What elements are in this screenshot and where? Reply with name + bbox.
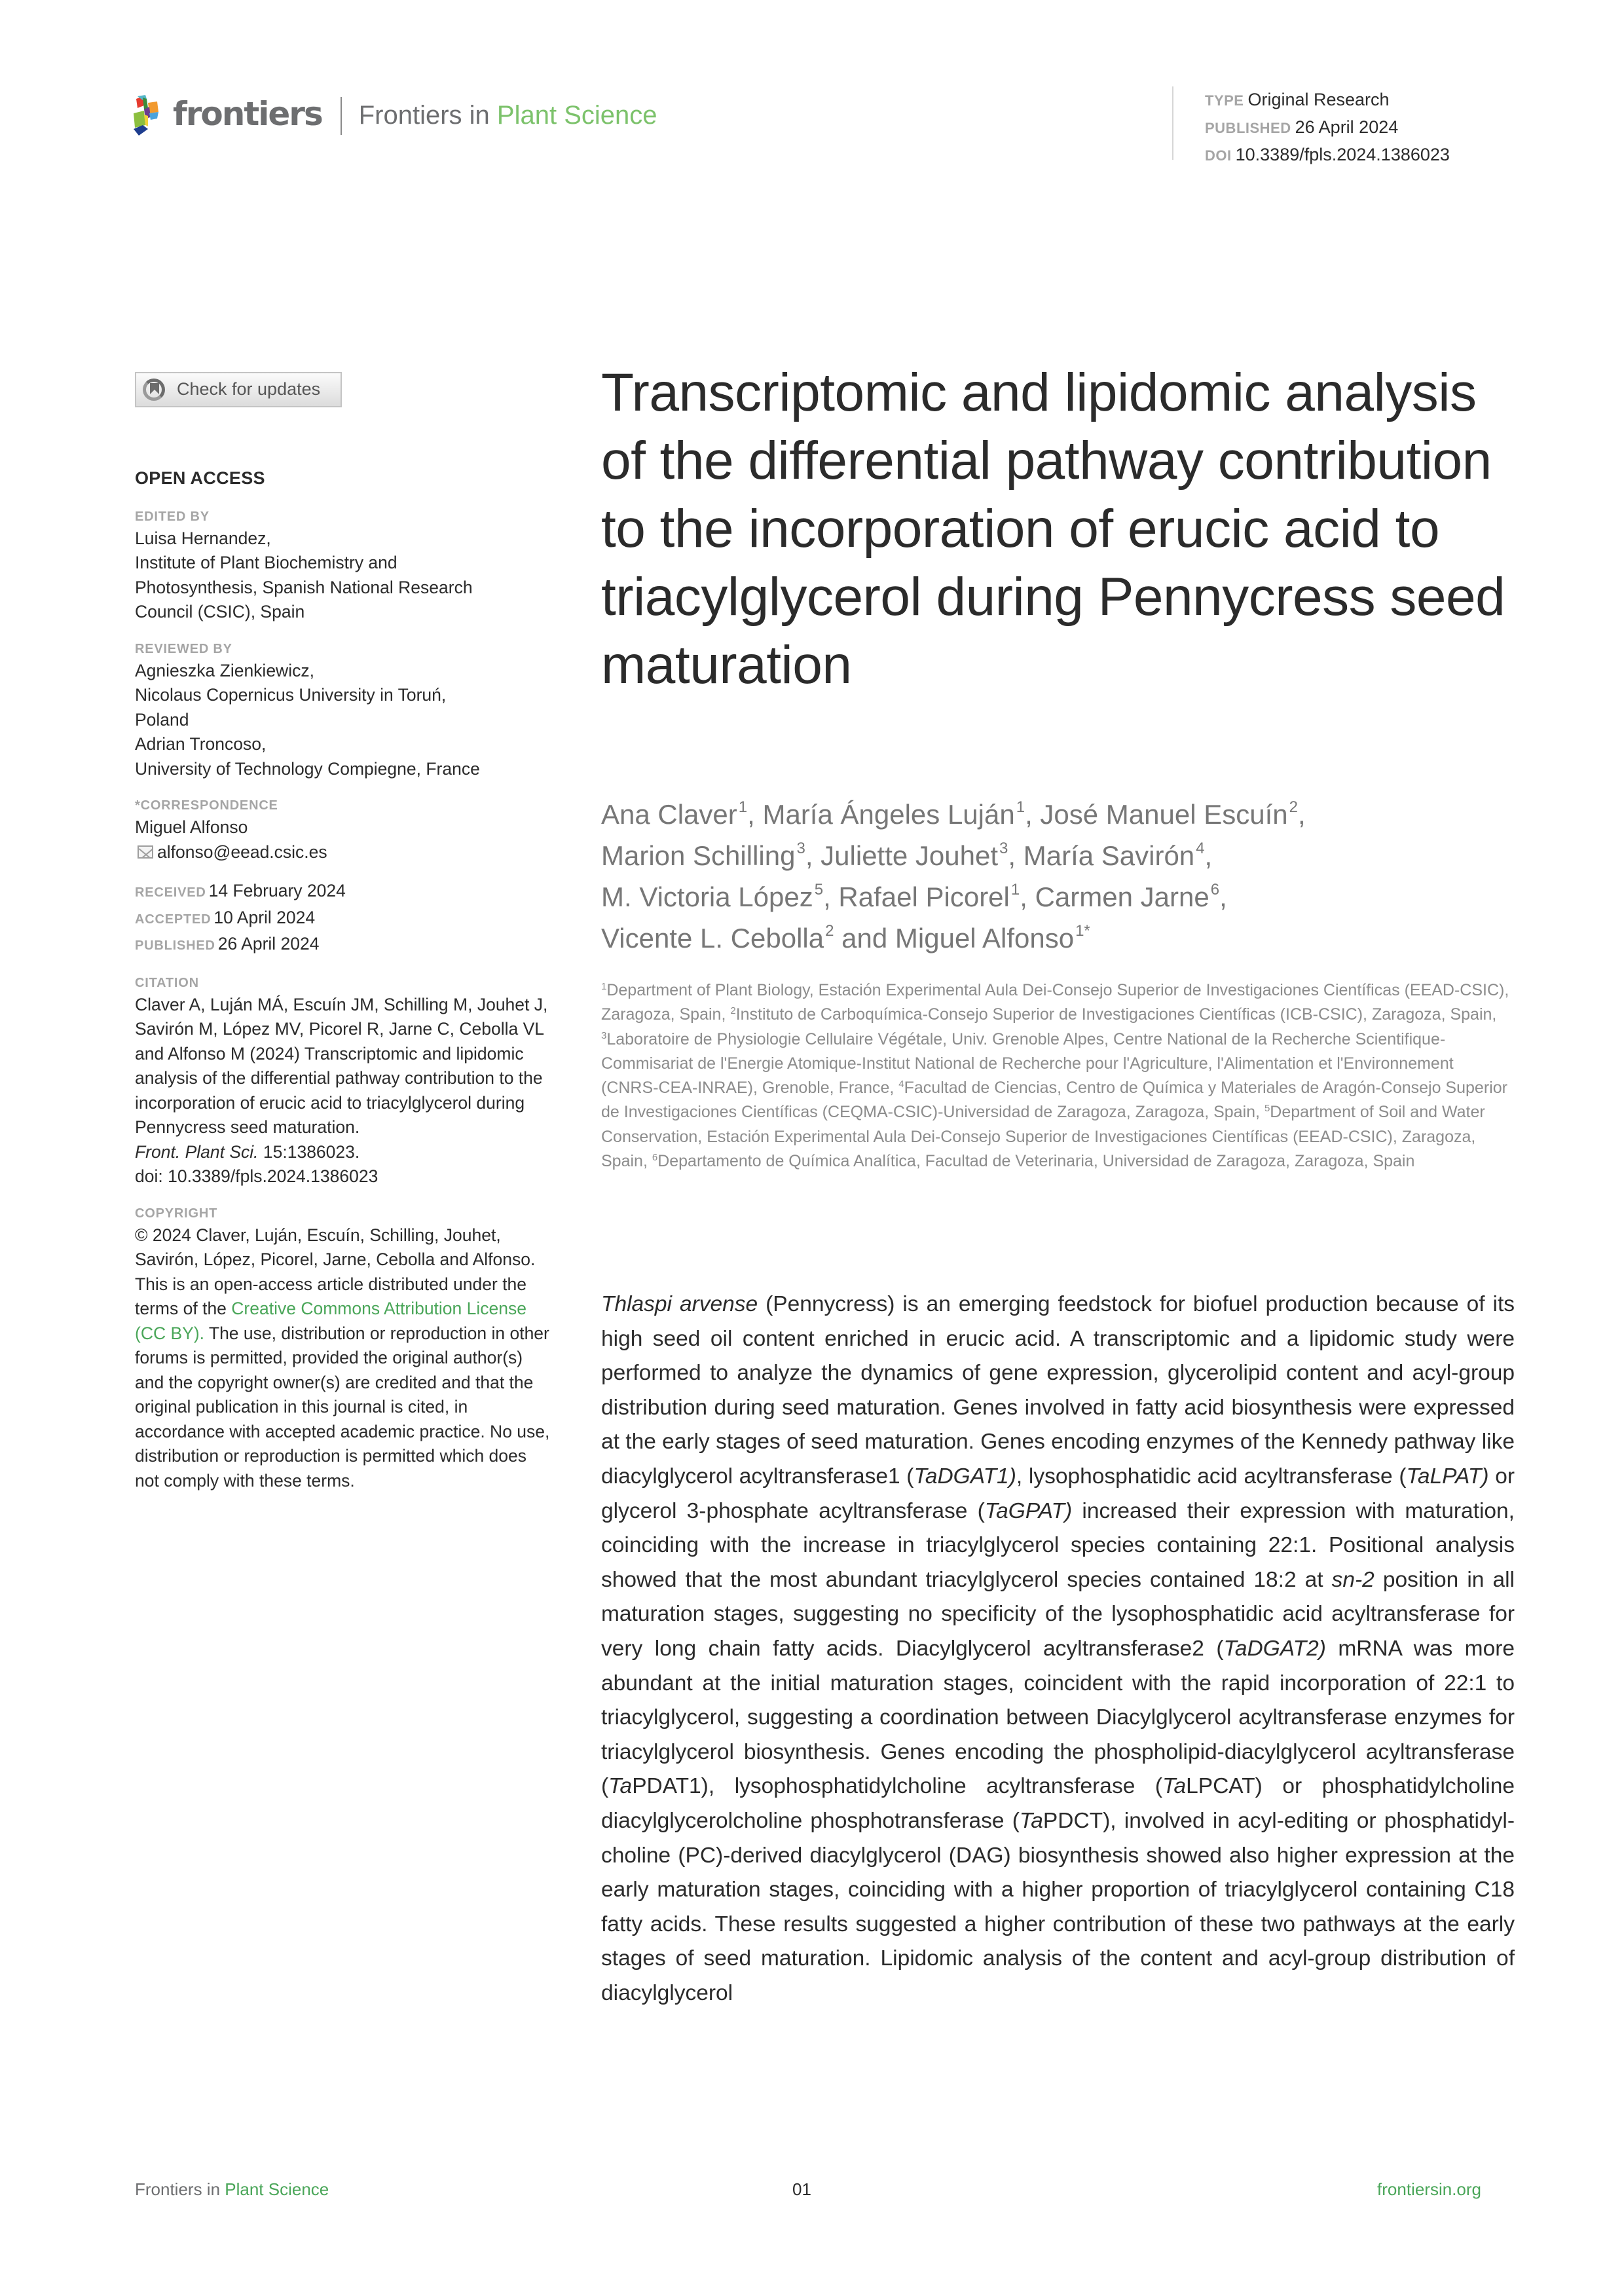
correspondence-label: *CORRESPONDENCE <box>135 798 278 813</box>
affiliation-text: Laboratoire de Physiologie Cellulaire Végétale, Univ. Grenoble Alpes, Centre National de la Recherche Scientifique-Commisariat de l'Energie Atomique-Institut National de Recherche pour l'Agriculture, l'Alimentation et l'Environnement (CNRS-CEA-INRAE), Grenoble, France, <box>601 1029 1454 1098</box>
author-name[interactable]: M. Victoria López <box>601 881 813 912</box>
article-meta <box>1172 86 1450 164</box>
abstract-text: PDCT), involved in acyl-editing or phosphatidyl-choline (PC)-derived diacylglycerol (DAG) biosynthesis showed also higher expression at the early maturation stages, coinciding with a higher proportion of triacylglycerol containing C18 fatty acids. These results suggested a higher contribution of these two pathways at the early stages of seed maturation. Lipidomic analysis of the content and acyl-group distribution of diacylglycerol <box>601 1808 1515 2005</box>
page-number: 01 <box>792 2179 811 2199</box>
envelope-icon <box>138 845 153 859</box>
abstract-italic-term: TaDGAT2) <box>1223 1636 1326 1661</box>
correspondence-name: Miguel Alfonso <box>135 817 248 837</box>
journal-prefix: Frontiers in <box>358 100 490 130</box>
affiliation-number: 6 <box>652 1152 658 1164</box>
correspondence-email-row[interactable] <box>135 840 554 865</box>
meta-doi[interactable]: DOI 10.3389/fpls.2024.1386023 <box>1205 145 1450 164</box>
abstract-italic-term: Ta <box>1019 1808 1043 1833</box>
affiliation-number: 4 <box>898 1079 904 1090</box>
abstract-italic-term: TaDGAT1) <box>913 1464 1016 1489</box>
reviewed-by: Agnieszka Zienkiewicz, Nicolaus Copernicus University in Toruń, Poland Adrian Troncoso, University of Technology Compiegne, France <box>135 660 480 779</box>
received-date: RECEIVED 14 February 2024 <box>135 881 346 900</box>
author-affiliation-marker: 1 <box>1010 881 1020 898</box>
abstract-text: mRNA was more abundant at the initial maturation stages, coincident with the rapid incorporation of 22:1 to triacylglycerol, suggesting a coordination between Diacylglycerol acyltransferase enzymes for triacylglycerol biosynthesis. Genes encoding the phospholipid-diacylglycerol acyltransferase ( <box>601 1636 1515 1799</box>
journal-header <box>132 93 657 139</box>
abstract <box>601 1287 1515 2010</box>
affiliation-text: Facultad de Ciencias, Centro de Química y Materiales de Aragón-Consejo Superior de Investigaciones Científicas (CEQMA-CSIC)-Universidad de Zaragoza, Zaragoza, Spain, <box>601 1079 1507 1122</box>
copyright-text: © 2024 Claver, Luján, Escuín, Schilling, Jouhet, Savirón, López, Picorel, Jarne, Cebolla and Alfonso. This is an open-access article distributed under the terms of the Creative Commons Attribution License (CC BY). The use, distribution or reproduction in other forums is permitted, provided the original author(s) and the copyright owner(s) are credited and that the original publication in this journal is cited, in accordance with accepted academic practice. No use, distribution or reproduction is permitted which does not comply with these terms. <box>135 1225 550 1491</box>
published-date: PUBLISHED 26 April 2024 <box>135 934 320 954</box>
author-affiliation-marker: 1 <box>738 798 748 816</box>
author-affiliation-marker: 3 <box>999 840 1008 857</box>
abstract-italic-term: Ta <box>608 1774 633 1799</box>
footer-site-link[interactable]: frontiersin.org <box>1377 2179 1481 2199</box>
author-affiliation-marker: 1 <box>1016 798 1025 816</box>
meta-type: TYPE Original Research <box>1205 90 1390 109</box>
abstract-italic-term: Ta <box>1162 1774 1187 1799</box>
author-name[interactable]: Marion Schilling <box>601 840 796 871</box>
author-affiliation-marker: 5 <box>814 881 824 898</box>
author-affiliation-marker: 6 <box>1210 881 1220 898</box>
author-name[interactable]: Carmen Jarne <box>1035 881 1209 912</box>
author-affiliation-marker: 1* <box>1075 922 1090 940</box>
citation-label: CITATION <box>135 975 199 990</box>
reviewed-by-label: REVIEWED BY <box>135 641 232 656</box>
citation: Claver A, Luján MÁ, Escuín JM, Schilling M, Jouhet J, Savirón M, López MV, Picorel R, Jarne C, Cebolla VL and Alfonso M (2024) Transcriptomic and lipidomic analysis of the differential pathway contribution to the incorporation of erucic acid to triacylglycerol during Pennycress seed maturation. Front. Plant Sci. 15:1386023. doi: 10.3389/fpls.2024.1386023 <box>135 994 548 1186</box>
accepted-date: ACCEPTED 10 April 2024 <box>135 907 316 927</box>
author-list: Ana Claver$^1$, María Ángeles Luján$^1$, José Manuel Escuín$^2$, Marion Schilling$^3$, Juliette Jouhet$^3$, María Savirón$^4$, M. Victoria López$^5$, Rafael Picorel$^1$, Carmen Jarne$^6$, Vicente L. Cebolla$^2$ and Miguel Alfonso$^{1*}$ <box>601 798 1306 954</box>
affiliation-text: Department of Soil and Water Conservation, Estación Experimental Aula Dei-Consejo Superior de Investigaciones Científicas (EEAD-CSIC), Zaragoza, Spain, <box>601 1103 1485 1171</box>
abstract-text: LPCAT) or phosphatidylcholine diacylglycerolcholine phosphotransferase ( <box>601 1774 1515 1833</box>
author-affiliation-marker: 2 <box>1289 798 1298 816</box>
affiliation-number: 5 <box>1264 1103 1270 1115</box>
abstract-text: (Pennycress) is an emerging feedstock for biofuel production because of its high seed oil content enriched in erucic acid. A transcriptomic and a lipidomic study were performed to analyze the dynamics of gene expression, glycerolipid content and acyl-group distribution during seed maturation. Genes involved in fatty acid biosynthesis were expressed at the early stages of seed maturation. Genes encoding enzymes of the Kennedy pathway like diacylglycerol acyltransferase1 ( <box>601 1292 1515 1489</box>
abstract-italic-term: TaGPAT) <box>984 1498 1073 1523</box>
abstract-text: position in all maturation stages, suggesting no specificity of the lysophosphatidic acid acyltransferase for very long chain fatty acids. Diacylglycerol acyltransferase2 ( <box>601 1567 1515 1661</box>
article-title: Transcriptomic and lipidomic analysis of the differential pathway contribution to the incorporation of erucic acid to triacylglycerol during Pennycress seed maturation <box>601 363 1505 695</box>
abstract-italic-term: TaLPAT) <box>1406 1464 1489 1489</box>
abstract-text: or glycerol 3-phosphate acyltransferase ( <box>601 1464 1515 1523</box>
abstract-italic-term: Thlaspi arvense <box>601 1292 758 1316</box>
footer-journal[interactable]: Frontiers in Plant Science <box>135 2179 329 2199</box>
affiliations <box>601 978 1515 1174</box>
abstract-text: , lysophosphatidic acid acyltransferase ( <box>1016 1464 1407 1489</box>
page-footer <box>135 2179 1481 2200</box>
abstract-text: increased their expression with maturation, coinciding with the increase in triacylglycerol species containing 22:1. Positional analysis showed that the most abundant triacylglycerol species contained 18:2 at <box>601 1498 1515 1592</box>
abstract-text: PDAT1), lysophosphatidylcholine acyltransferase ( <box>632 1774 1163 1799</box>
meta-published: PUBLISHED 26 April 2024 <box>1205 117 1399 137</box>
check-for-updates-button[interactable]: Check for updates <box>135 372 342 407</box>
affiliation-text: Department of Plant Biology, Estación Experimental Aula Dei-Consejo Superior de Investigaciones Científicas (EEAD-CSIC), Zaragoza, Spain, <box>601 981 1509 1024</box>
author-name[interactable]: María Savirón <box>1023 840 1195 871</box>
author-name[interactable]: Rafael Picorel <box>838 881 1010 912</box>
affiliation-text: Instituto de Carboquímica-Consejo Superior de Investigaciones Científicas (ICB-CSIC), Zaragoza, Spain, <box>735 1005 1497 1024</box>
journal-name[interactable] <box>359 101 657 130</box>
author-name[interactable]: Ana Claver <box>601 799 737 830</box>
edited-by: Luisa Hernandez, Institute of Plant Biochemistry and Photosynthesis, Spanish National Research Council (CSIC), Spain <box>135 528 473 621</box>
frontiers-logo-icon <box>132 95 168 137</box>
article-sidebar <box>135 372 554 1493</box>
author-name[interactable]: Vicente L. Cebolla <box>601 923 824 954</box>
edited-by-label: EDITED BY <box>135 509 210 524</box>
affiliation-text: Departamento de Química Analítica, Facultad de Veterinaria, Universidad de Zaragoza, Zaragoza, Spain <box>657 1152 1415 1171</box>
journal-subject: Plant Science <box>496 100 657 130</box>
author-affiliation-marker: 4 <box>1196 840 1205 857</box>
affiliation-number: 1 <box>601 981 607 992</box>
bookmark-update-icon <box>143 379 165 401</box>
citation-doi[interactable]: doi: 10.3389/fpls.2024.1386023 <box>135 1166 378 1186</box>
copyright-label: COPYRIGHT <box>135 1206 218 1221</box>
author-name[interactable]: Juliette Jouhet <box>821 840 999 871</box>
correspondence-email[interactable]: alfonso@eead.csic.es <box>157 842 327 862</box>
affiliation-number: 3 <box>601 1029 607 1041</box>
author-name[interactable]: Miguel Alfonso <box>895 923 1075 954</box>
article-dates <box>135 879 554 959</box>
citation-journal: Front. Plant Sci. <box>135 1141 259 1162</box>
author-name[interactable]: María Ángeles Luján <box>762 799 1015 830</box>
abstract-italic-term: sn-2 <box>1331 1567 1375 1592</box>
header-divider <box>341 97 342 135</box>
author-name[interactable]: José Manuel Escuín <box>1040 799 1288 830</box>
author-affiliation-marker: 2 <box>825 922 834 940</box>
frontiers-wordmark: frontiers <box>173 95 322 133</box>
author-affiliation-marker: 3 <box>796 840 805 857</box>
affiliation-number: 2 <box>730 1005 736 1017</box>
cc-by-license-link[interactable]: Creative Commons Attribution License (CC BY). <box>135 1299 526 1343</box>
open-access-label: OPEN ACCESS <box>135 468 265 488</box>
